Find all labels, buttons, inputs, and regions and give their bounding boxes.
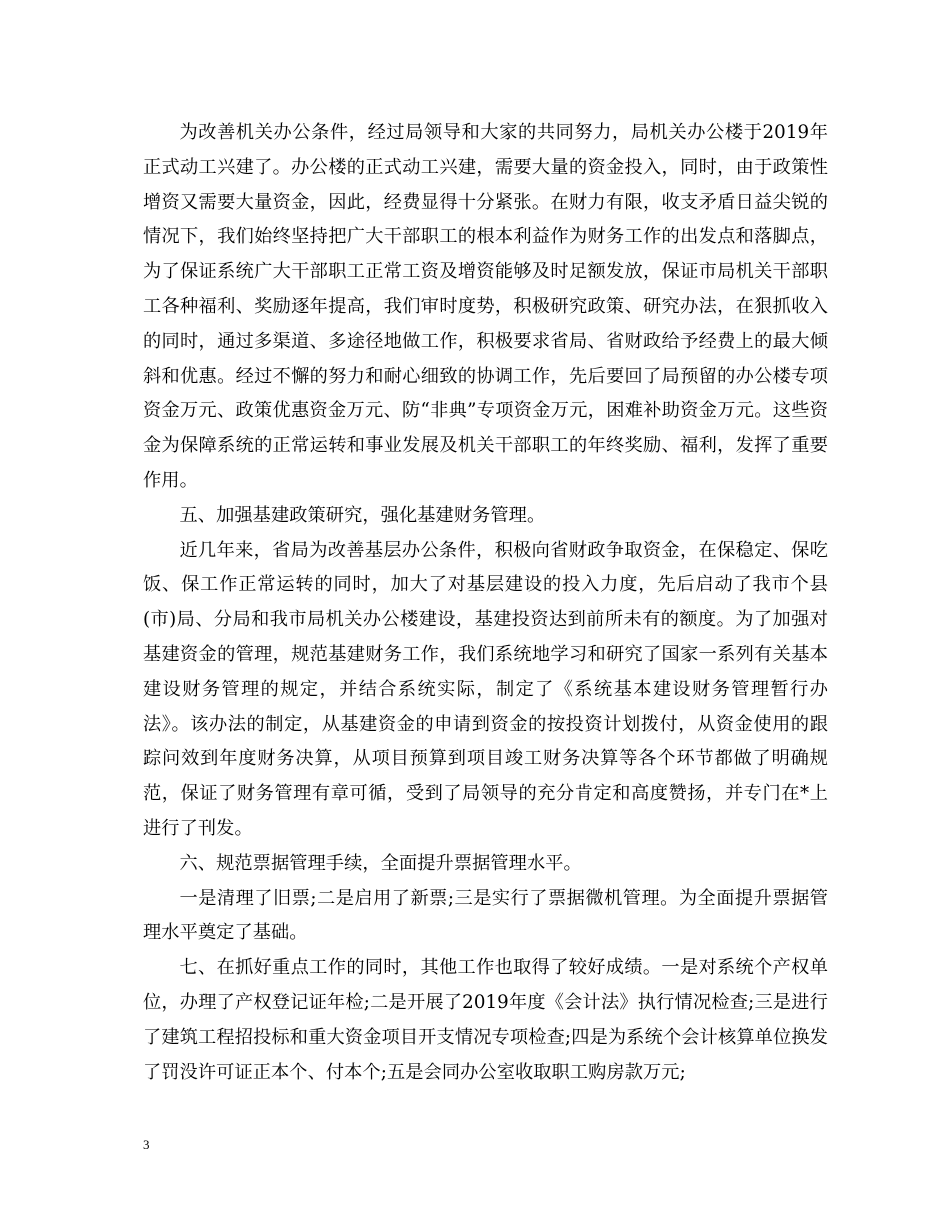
paragraph-office-building-funding: 为改善机关办公条件，经过局领导和大家的共同努力，局机关办公楼于2019年正式动工兴建了。办公楼的正式动工兴建，需要大量的资金投入，同时，由于政策性增资又需要大量资金，因此，经费显得十分紧张。在财力有限，收支矛盾日益尖锐的情况下，我们始终坚持把广大干部职工的根本利益作为财务工作的出发点和落脚点，为了保证系统广大干部职工正常工资及增资能够及时足额发放，保证市局机关干部职工各种福利、奖励逐年提高，我们审时度势，积极研究政策、研究办法，在狠抓收入的同时，通过多渠道、多途径地做工作，积极要求省局、省财政给予经费上的最大倾斜和优惠。经过不懈的努力和耐心细致的协调工作，先后要回了局预留的办公楼专项资金万元、政策优惠资金万元、防“非典”专项资金万元，困难补助资金万元。这些资金为保障系统的正常运转和事业发展及机关干部职工的年终奖励、福利，发挥了重要作用。 <box>143 122 828 491</box>
paragraph-section-seven: 七、在抓好重点工作的同时，其他工作也取得了较好成绩。一是对系统个产权单位，办理了产权登记证年检;二是开展了2019年度《会计法》执行情况检查;三是进行了建筑工程招投标和重大资金项目开支情况专项检查;四是为系统个会计核算单位换发了罚没许可证正本个、付本个;五是会同办公室收取职工购房款万元; <box>143 957 828 1083</box>
paragraph-receipt-management: 一是清理了旧票;二是启用了新票;三是实行了票据微机管理。为全面提升票据管理水平奠定了基础。 <box>143 887 828 944</box>
paragraph-capital-construction: 近几年来，省局为改善基层办公条件，积极向省财政争取资金，在保稳定、保吃饭、保工作正常运转的同时，加大了对基层建设的投入力度，先后启动了我市个县(市)局、分局和我市局机关办公楼建设，基建投资达到前所未有的额度。为了加强对基建资金的管理，规范基建财务工作，我们系统地学习和研究了国家一系列有关基本建设财务管理的规定，并结合系统实际，制定了《系统基本建设财务管理暂行办法》。该办法的制定，从基建资金的申请到资金的按投资计划拨付，从资金使用的跟踪问效到年度财务决算，从项目预算到项目竣工财务决算等各个环节都做了明确规范，保证了财务管理有章可循，受到了局领导的充分肯定和高度赞扬，并专门在*上进行了刊发。 <box>143 539 828 839</box>
heading-section-six: 六、规范票据管理手续，全面提升票据管理水平。 <box>179 852 582 874</box>
heading-section-five: 五、加强基建政策研究，强化基建财务管理。 <box>179 504 546 526</box>
document-body <box>143 116 828 1090</box>
page-number: 3 <box>143 1137 150 1152</box>
